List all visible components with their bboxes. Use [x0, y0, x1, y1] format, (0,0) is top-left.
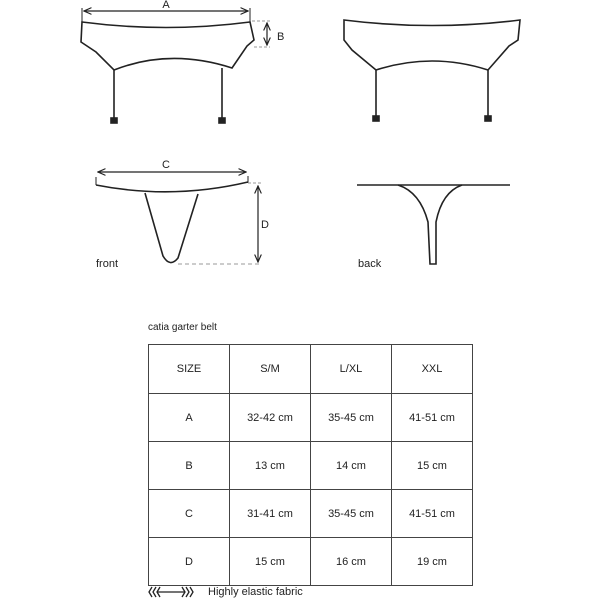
- legend: [148, 585, 303, 599]
- size-chart-table: [148, 344, 473, 586]
- table-cell: 41-51 cm: [392, 394, 473, 442]
- dimension-a-marker: [82, 0, 250, 22]
- table-cell: 35-45 cm: [311, 394, 392, 442]
- dimension-c-label: C: [162, 159, 170, 171]
- table-cell: A: [149, 394, 230, 442]
- header-cell: XXL: [392, 345, 473, 394]
- thong-back-drawing: [357, 185, 510, 264]
- dimension-a-label: A: [162, 0, 170, 11]
- table-cell: 35-45 cm: [311, 490, 392, 538]
- table-row: [149, 538, 473, 586]
- dimension-d-marker: [178, 183, 269, 264]
- header-cell: L/XL: [311, 345, 392, 394]
- garter-belt-back-drawing: [344, 20, 520, 121]
- dimension-d-label: D: [261, 219, 269, 231]
- thong-front-drawing: [96, 182, 248, 263]
- table-row: [149, 490, 473, 538]
- table-caption: catia garter belt: [148, 322, 217, 333]
- back-view-label: back: [358, 258, 382, 270]
- dimension-c-marker: [96, 159, 248, 185]
- dimension-b-marker: [252, 21, 284, 47]
- garter-belt-front-drawing: [81, 22, 254, 123]
- table-row: [149, 394, 473, 442]
- table-cell: 15 cm: [392, 442, 473, 490]
- table-row: [149, 442, 473, 490]
- table-cell: C: [149, 490, 230, 538]
- dimension-b-label: B: [277, 31, 285, 43]
- header-cell: S/M: [230, 345, 311, 394]
- front-view-label: front: [96, 258, 119, 270]
- elastic-arrows-icon: [148, 586, 194, 598]
- legend-text: Highly elastic fabric: [208, 586, 303, 598]
- table-cell: B: [149, 442, 230, 490]
- table-cell: D: [149, 538, 230, 586]
- table-cell: 16 cm: [311, 538, 392, 586]
- table-cell: 32-42 cm: [230, 394, 311, 442]
- table-cell: 41-51 cm: [392, 490, 473, 538]
- table-cell: 31-41 cm: [230, 490, 311, 538]
- table-cell: 14 cm: [311, 442, 392, 490]
- table-cell: 15 cm: [230, 538, 311, 586]
- table-header-row: [149, 345, 473, 394]
- header-cell: SIZE: [149, 345, 230, 394]
- table-cell: 19 cm: [392, 538, 473, 586]
- table-cell: 13 cm: [230, 442, 311, 490]
